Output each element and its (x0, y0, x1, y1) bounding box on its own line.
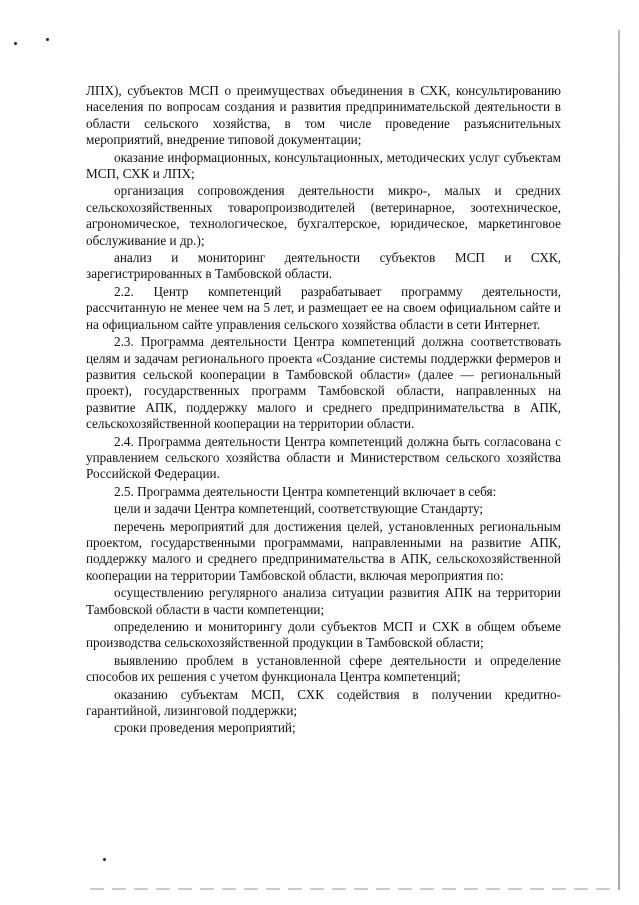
document-paragraph: сроки проведения мероприятий; (114, 720, 296, 736)
document-paragraph: ЛПХ), субъектов МСП о преимуществах объединения в СХК, консультированию населения по вопросам создания и развития предпринимательской деятельности в области сельского хозяйства, в том числе проведение разъяснительных мероприятий, внедрение типовой документации; (86, 83, 561, 148)
scan-speck (46, 38, 49, 41)
document-paragraph: 2.3. Программа деятельности Центра компетенций должна соответствовать целям и задачам регионального проекта «Создание системы поддержки фермеров и развития сельской кооперации в Тамбовской области» (далее — региональный проект), государственных программ Тамбовской области, направленных на развитие АПК, поддержку малого и среднего предпринимательства в АПК, сельскохозяйственной кооперации на территории области. (86, 334, 561, 432)
document-paragraph: 2.4. Программа деятельности Центра компетенций должна быть согласована с управлением сельского хозяйства области и Министерством сельского хозяйства Российской Федерации. (86, 433, 561, 482)
document-paragraph: анализ и мониторинг деятельности субъектов МСП и СХК, зарегистрированных в Тамбовской области. (86, 250, 561, 282)
scan-speck (14, 42, 17, 45)
scan-speck (103, 858, 106, 861)
document-paragraph: оказание информационных, консультационных, методических услуг субъектам МСП, СХК и ЛПХ; (86, 149, 561, 182)
document-paragraph: определению и мониторингу доли субъектов МСП и СХК в общем объеме производства сельскохозяйственной продукции в Тамбовской области; (86, 619, 561, 651)
document-paragraph: 2.5. Программа деятельности Центра компетенций включает в себя: (114, 483, 497, 499)
scan-bottom-noise (90, 888, 610, 890)
scan-edge-shadow (618, 30, 620, 890)
document-paragraph: цели и задачи Центра компетенций, соответствующие Стандарту; (114, 501, 484, 517)
document-body (86, 83, 561, 737)
document-paragraph: организация сопровождения деятельности микро-, малых и средних сельскохозяйственных товаропроизводителей (ветеринарное, зоотехническое, агрономическое, технологическое, бухгалтерское, юридическое, маркетинговое обслуживание и др.); (86, 183, 561, 248)
document-paragraph: 2.2. Центр компетенций разрабатывает программу деятельности, рассчитанную не менее чем на 5 лет, и размещает ее на своем официальном сайте и на официальном сайте управления сельского хозяйства области в сети Интернет. (86, 283, 561, 332)
document-paragraph: осуществлению регулярного анализа ситуации развития АПК на территории Тамбовской области в части компетенции; (86, 585, 561, 617)
document-paragraph: оказанию субъектам МСП, СХК содействия в получении кредитно-гарантийной, лизинговой поддержки; (86, 686, 561, 719)
document-paragraph: выявлению проблем в установленной сфере деятельности и определение способов их решения с учетом функционала Центра компетенций; (86, 652, 561, 685)
document-paragraph: перечень мероприятий для достижения целей, установленных региональным проектом, государственными программами, направленными на развитие АПК, поддержку малого и среднего предпринимательства в АПК, сельскохозяйственной кооперации на территории Тамбовской области, включая мероприятия по: (86, 518, 561, 583)
